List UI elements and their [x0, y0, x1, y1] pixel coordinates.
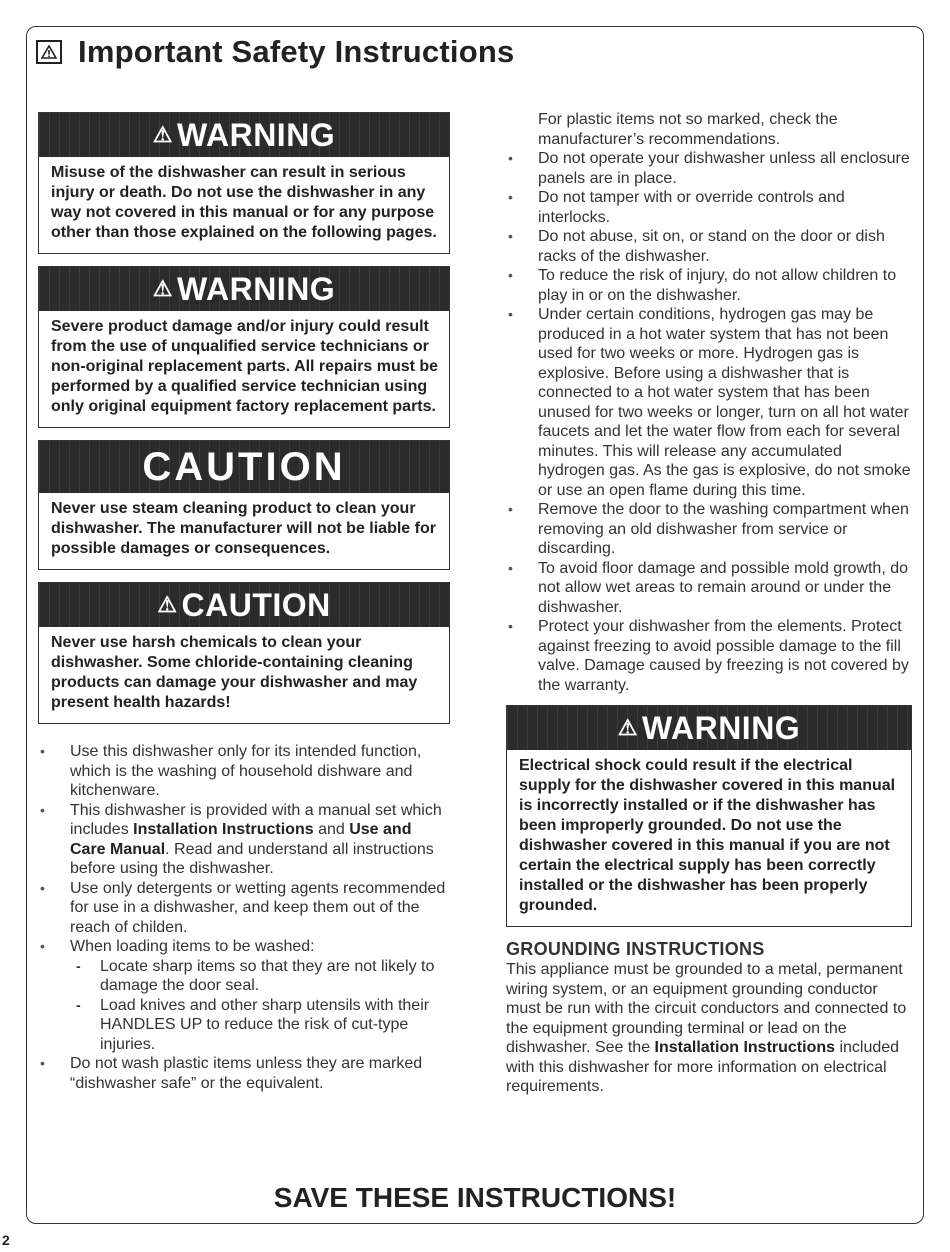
list-item: • To avoid floor damage and possible mold growth, do not allow wet areas to remain around or under the dishwasher.: [506, 559, 912, 618]
warning-triangle-icon: ⚠: [157, 592, 178, 617]
sub-list-item: - Locate sharp items so that they are not likely to damage the door seal.: [70, 957, 450, 996]
sub-list: [70, 957, 450, 1055]
warning-box-service: [38, 266, 450, 428]
list-item: • Do not wash plastic items unless they are marked “dishwasher safe” or the equivalent.: [38, 1054, 450, 1093]
safety-list-left: [38, 742, 450, 1093]
warning-header: ⚠ WARNING: [507, 706, 911, 750]
list-item: • Do not operate your dishwasher unless all enclosure panels are in place.: [506, 149, 912, 188]
list-item: • When loading items to be washed: - Locate sharp items so that they are not likely to damage the door seal. - Load knives and other sharp utensils with their HANDLES UP to reduce the risk of cut-type injuries.: [38, 937, 450, 1054]
warning-box-electrical: [506, 705, 912, 927]
list-item: • Under certain conditions, hydrogen gas may be produced in a hot water system that has not been used for two weeks or more. Hydrogen gas is explosive. Before using a dishwasher that is connected to a hot water system that has been unused for two weeks or longer, turn on all hot water faucets and let the water flow from each for several minutes. This will release any accumulated hydrogen gas. As the gas is explosive, do not smoke or use an open flame during this time.: [506, 305, 912, 500]
warning-triangle-icon: ⚠: [617, 715, 639, 740]
continued-text: For plastic items not so marked, check the manufacturer’s recommendations.: [538, 111, 838, 148]
caution-text: Never use steam cleaning product to clean your dishwasher. The manufacturer will not be liable for possible damages or consequences.: [51, 500, 436, 557]
caution-box-steam: [38, 440, 450, 570]
grounding-text: This appliance must be grounded to a metal, permanent wiring system, or an equipment grounding conductor must be run with the circuit conductors and connected to the equipment grounding terminal or lead on the dishwasher. See the Installation Instructions included with this dishwasher for more information on electrical requirements.: [506, 961, 907, 1095]
page-number: 2: [2, 1232, 10, 1248]
warning-text: Severe product damage and/or injury could result from the use of unqualified service technicians or non-original replacement parts. All repairs must be performed by a qualified service technician using only original equipment factory replacement parts.: [51, 318, 439, 415]
warning-triangle-icon: ⚠: [152, 276, 174, 301]
warning-icon: [36, 40, 62, 64]
list-item: • Use this dishwasher only for its intended function, which is the washing of household dishware and kitchenware.: [38, 742, 450, 801]
sub-list-item: - Load knives and other sharp utensils with their HANDLES UP to reduce the risk of cut-type injuries.: [70, 996, 450, 1055]
safety-list-right: [506, 149, 912, 695]
warning-text: Misuse of the dishwasher can result in serious injury or death. Do not use the dishwasher in any way not covered in this manual or for any purpose other than those explained on the following pages.: [51, 164, 437, 241]
warning-text: Electrical shock could result if the electrical supply for the dishwasher covered in this manual is incorrectly installed or if the dishwasher has been improperly grounded. Do not use the dishwasher covered in this manual if you are not certain the electrical supply has been correctly installed or the dishwasher has been properly grounded.: [519, 757, 896, 914]
page-title: [36, 34, 514, 70]
caution-header: CAUTION: [39, 441, 449, 493]
list-item: • This dishwasher is provided with a manual set which includes Installation Instructions and Use and Care Manual. Read and understand all instructions before using the dishwasher.: [38, 801, 450, 879]
grounding-heading: GROUNDING INSTRUCTIONS: [506, 939, 765, 959]
list-item: • Do not tamper with or override controls and interlocks.: [506, 188, 912, 227]
caution-text: Never use harsh chemicals to clean your dishwasher. Some chloride-containing cleaning products can damage your dishwasher and may present health hazards!: [51, 634, 418, 711]
caution-box-chemicals: [38, 582, 450, 724]
list-item: • Protect your dishwasher from the elements. Protect against freezing to avoid possible damage to the fill valve. Damage caused by freezing is not covered by the warranty.: [506, 617, 912, 695]
left-column: [38, 112, 450, 1093]
right-column: [506, 110, 912, 1097]
caution-header: ⚠ CAUTION: [39, 583, 449, 627]
list-item: • To reduce the risk of injury, do not allow children to play in or on the dishwasher.: [506, 266, 912, 305]
warning-triangle-icon: ⚠: [152, 122, 174, 147]
list-item: • Do not abuse, sit on, or stand on the door or dish racks of the dishwasher.: [506, 227, 912, 266]
warning-box-misuse: [38, 112, 450, 254]
list-item: • Remove the door to the washing compartment when removing an old dishwasher from service or discarding.: [506, 500, 912, 559]
list-item: • Use only detergents or wetting agents recommended for use in a dishwasher, and keep them out of the reach of childen.: [38, 879, 450, 938]
warning-header: ⚠ WARNING: [39, 113, 449, 157]
save-instructions-footer: SAVE THESE INSTRUCTIONS!: [273, 1182, 677, 1213]
page-title-text: Important Safety Instructions: [78, 34, 515, 69]
warning-header: ⚠ WARNING: [39, 267, 449, 311]
